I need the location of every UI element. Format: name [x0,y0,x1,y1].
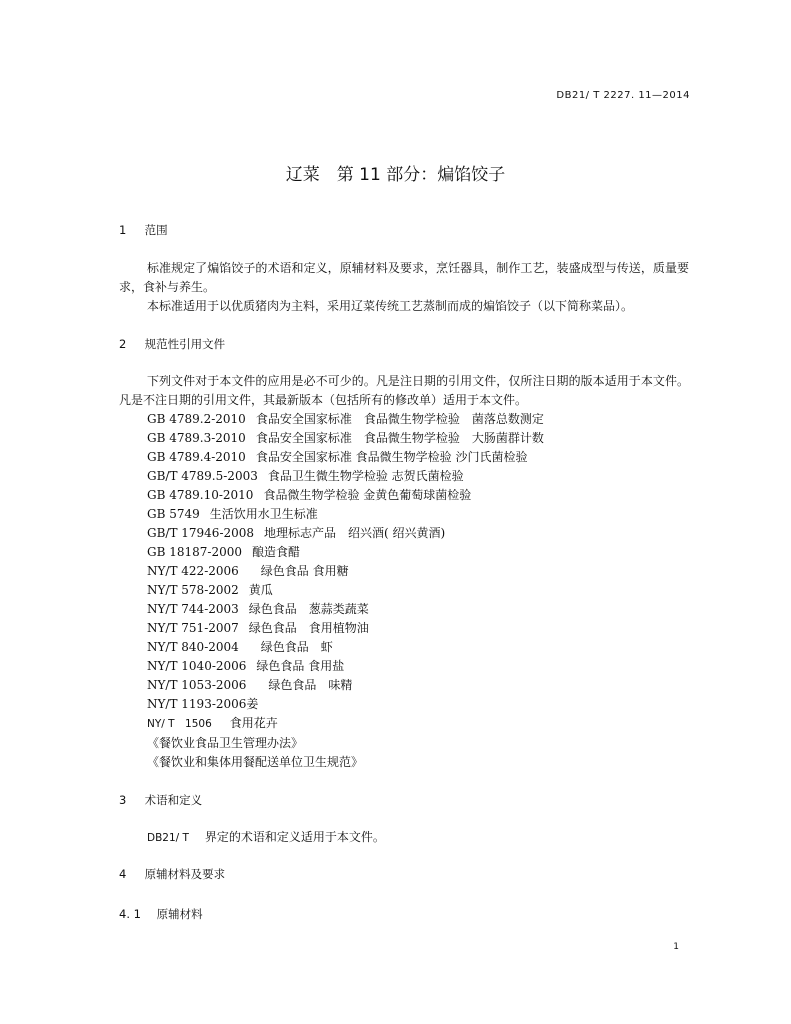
page-title: 辽菜 第 11 部分：煸馅饺子 [285,165,506,185]
terms-code: DB21/ T [147,832,189,844]
normative-intro-paragraph: 下列文件对于本文件的应用是必不可少的。凡是注日期的引用文件，仅所注日期的版本适用于本文件。凡是不注日期的引用文件，其最新版本（包括所有的修改单）适用于本文件。 [119,374,689,407]
reference-name: 地理标志产品 绍兴酒( 绍兴黄酒) [264,526,446,540]
document-code-header: DB21/ T 2227. 11—2014 [556,90,690,101]
reference-code: GB 4789.2-2010 [147,412,246,426]
scope-paragraph-1: 标准规定了煸馅饺子的术语和定义，原辅材料及要求，烹饪器具，制作工艺，装盛成型与传送，质量要求，食补与养生。 [119,261,689,294]
page-number: 1 [673,942,679,952]
reference-code: GB 4789.3-2010 [147,431,246,445]
reference-name: 生活饮用水卫生标准 [209,507,318,521]
reference-item [147,714,544,734]
reference-name: 食品安全国家标准 食品微生物学检验 菌落总数测定 [255,412,544,426]
section-title: 原辅材料 [156,907,203,921]
reference-name: 姜 [246,697,259,711]
reference-item [147,505,544,524]
reference-name: 食用花卉 [229,716,278,730]
reference-item [147,524,544,543]
section-number: 2 [119,337,127,351]
reference-code: NY/T 1053-2006 [147,678,247,692]
reference-code: NY/T 751-2007 [147,621,239,635]
reference-item [147,676,544,695]
reference-item [147,562,544,581]
reference-code: NY/T 1193-2006 [147,697,247,711]
reference-item [147,410,544,429]
section-heading-scope [119,222,168,238]
reference-item [147,753,544,772]
reference-item [147,429,544,448]
reference-code: GB 4789.4-2010 [147,450,246,464]
reference-item [147,619,544,638]
reference-name: 食品安全国家标准 食品微生物学检验 沙门氏菌检验 [255,450,528,464]
section-number: 1 [119,223,127,237]
section-number: 3 [119,793,127,807]
reference-item [147,734,544,753]
reference-list [147,410,544,772]
reference-name: 绿色食品 虾 [248,640,333,654]
reference-name: 食品安全国家标准 食品微生物学检验 大肠菌群计数 [255,431,544,445]
reference-name: 绿色食品 葱蒜类蔬菜 [248,602,369,616]
reference-code: NY/T 578-2002 [147,583,239,597]
reference-name: 黄瓜 [248,583,273,597]
reference-item [147,467,544,486]
scope-paragraph-2: 本标准适用于以优质猪肉为主料，采用辽菜传统工艺蒸制而成的煸馅饺子（以下简称菜品）。 [147,299,634,313]
section-title: 原辅材料及要求 [144,867,226,881]
reference-name: 《餐饮业和集体用餐配送单位卫生规范》 [147,755,364,769]
reference-code: NY/T 744-2003 [147,602,239,616]
reference-item [147,695,544,714]
reference-name: 《餐饮业食品卫生管理办法》 [147,736,304,750]
reference-code: GB/T 4789.5-2003 [147,469,258,483]
subsection-heading-materials [119,906,203,922]
section-number: 4. 1 [119,907,141,921]
reference-code: GB 4789.10-2010 [147,488,254,502]
reference-name: 酿造食醋 [252,545,301,559]
reference-item [147,638,544,657]
terms-text: 界定的术语和定义适用于本文件。 [204,830,385,844]
reference-item [147,543,544,562]
reference-code: NY/T 840-2004 [147,640,239,654]
reference-item [147,657,544,676]
reference-name: 食品卫生微生物学检验 志贺氏菌检验 [267,469,464,483]
section-heading-materials [119,866,225,882]
reference-name: 绿色食品 食用植物油 [248,621,369,635]
reference-code: GB 5749 [147,507,200,521]
reference-code: NY/T 422-2006 [147,564,239,578]
reference-code: GB 18187-2000 [147,545,242,559]
reference-code: NY/T 1040-2006 [147,659,247,673]
section-title: 范围 [144,223,168,237]
reference-name: 绿色食品 食用糖 [248,564,349,578]
reference-name: 绿色食品 味精 [256,678,353,692]
reference-code: NY/ T 1506 [147,718,212,730]
terms-statement [147,828,385,845]
section-title: 规范性引用文件 [144,337,226,351]
reference-item [147,448,544,467]
reference-name: 食品微生物学检验 金黄色葡萄球菌检验 [263,488,472,502]
section-heading-normative-references [119,336,225,352]
section-number: 4 [119,867,127,881]
reference-item [147,600,544,619]
reference-code: GB/T 17946-2008 [147,526,255,540]
reference-item [147,486,544,505]
section-title: 术语和定义 [144,793,203,807]
reference-name: 绿色食品 食用盐 [256,659,345,673]
section-heading-terms [119,792,202,808]
reference-item [147,581,544,600]
